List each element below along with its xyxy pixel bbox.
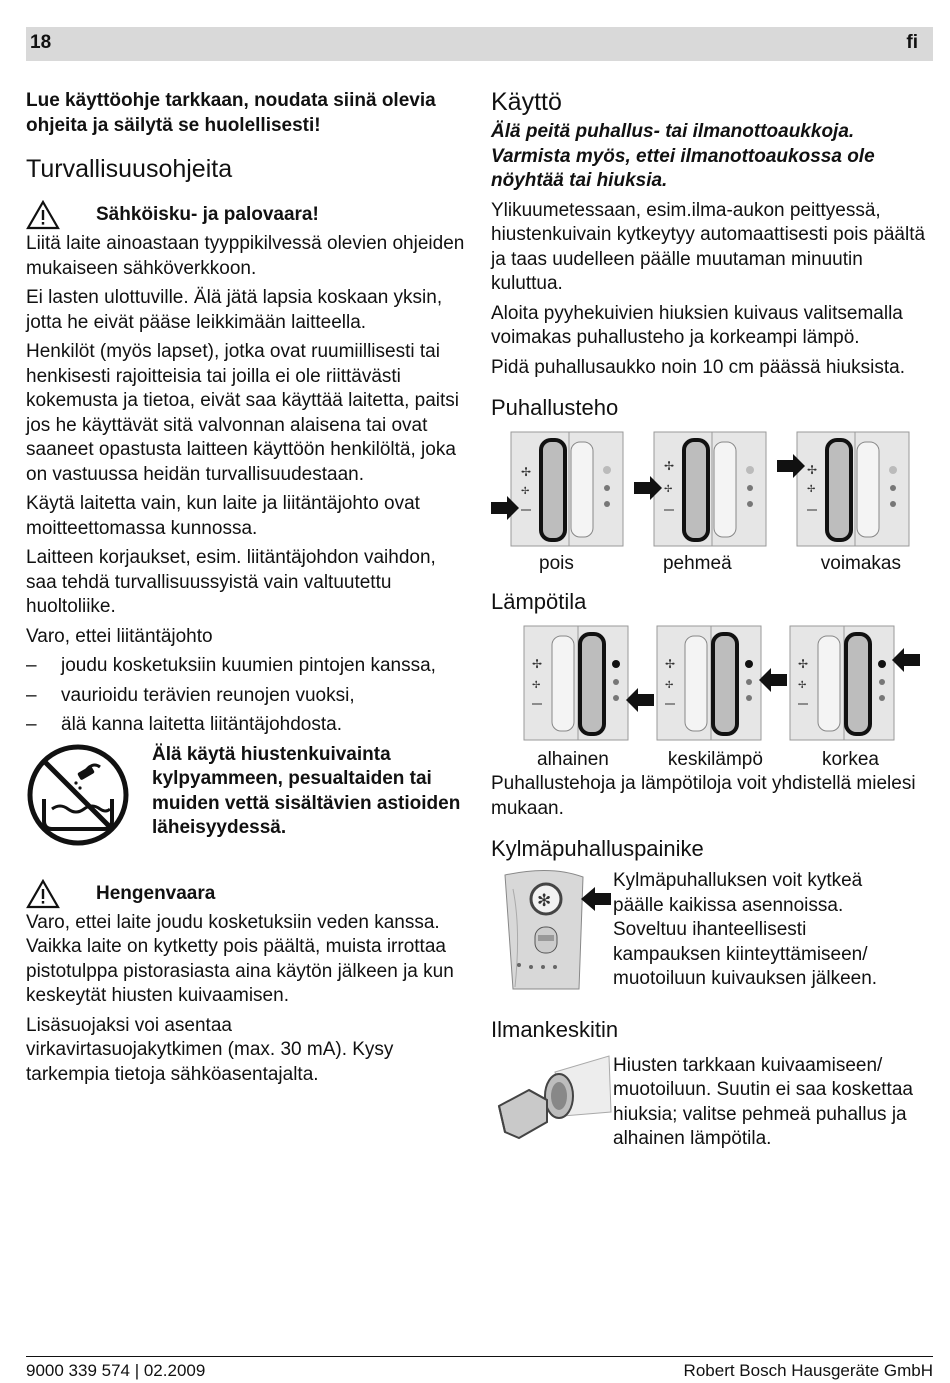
svg-text:✻: ✻ (537, 891, 552, 911)
switch-fan-off-illustration (491, 430, 634, 550)
usage-warning: Älä peitä puhallus- tai ilmanottoaukkoja. Varmista myös, ettei ilmanottoaukossa ole nöyhtää tai hiuksia. (491, 121, 875, 191)
warning-electric-row (26, 198, 466, 232)
svg-text:✢: ✢ (521, 486, 530, 497)
nozzle-block (491, 1054, 931, 1164)
list-item: – älä kanna laitetta liitäntäjohdosta. (26, 713, 466, 738)
cool-title: Kylmäpuhalluspainike (491, 836, 704, 861)
warning-triangle-icon (26, 879, 60, 909)
left-column (26, 88, 466, 1092)
warning-triangle-icon (26, 200, 60, 230)
svg-text:✢: ✢ (798, 657, 809, 671)
nozzle-text: Hiusten tarkkaan kuivaamiseen/ muotoiluun. Suutin ei saa koskettaa hiuksia; valitse pehmeä puhallus ja alhainen lämpötila. (613, 1054, 913, 1149)
paragraph: Ylikuumetessaan, esim.ilma-aukon peittyessä, hiustenkuivain kytkeytyy automaattisesti pois päältä ja taas uudelleen päälle muutaman minuutin kuluttua. (491, 199, 926, 294)
paragraph: Henkilöt (myös lapset), jotka ovat ruumiillisesti tai henkisesti rajoitteisia tai joilla ei ole riittävästi kokemusta ja tietoa, eivät saa käyttää laitetta, paitsi jos he käyttävät sitä valvonnan alaisena tai ovat saaneet opastusta laitteen käyttöön henkilöltä, joka on vastuussa heidän turvallisuudestaan. (26, 341, 460, 485)
usage-title: Käyttö (491, 88, 562, 116)
svg-text:✢: ✢ (532, 657, 543, 671)
safety-title: Turvallisuusohjeita (26, 155, 233, 183)
nozzle-illustration (491, 1054, 613, 1164)
caption: keskilämpö (667, 749, 763, 770)
no-bath-icon (26, 743, 130, 847)
svg-text:✢: ✢ (664, 484, 673, 495)
caption: korkea (821, 749, 879, 770)
caption: pehmeä (662, 553, 732, 574)
svg-text:✢: ✢ (665, 657, 676, 671)
paragraph: Aloita pyyhekuivien hiuksien kuivaus valitsemalla voimakas puhallusteho ja korkeampi lämpö. (491, 302, 903, 348)
fan-title: Puhallusteho (491, 395, 619, 420)
switch-fan-low-illustration (634, 430, 777, 550)
fan-figures (491, 430, 931, 550)
footer-divider (26, 1356, 933, 1357)
footer-doc-id: 9000 339 574 | 02.2009 (26, 1361, 206, 1380)
svg-text:✢: ✢ (521, 465, 532, 479)
paragraph: Lisäsuojaksi voi asentaa virkavirtasuojakytkimen (max. 30 mA). Kysy tarkempia tietoja sähköasentajalta. (26, 1014, 394, 1085)
temp-captions (491, 748, 931, 772)
temp-figures (491, 624, 931, 742)
warning-electric-title: Sähköisku- ja palovaara! (96, 204, 319, 225)
cool-block (491, 869, 931, 992)
nozzle-title: Ilmankeskitin (491, 1016, 619, 1042)
combine-text: Puhallustehoja ja lämpötiloja voit yhdistellä mielesi mukaan. (491, 773, 916, 819)
bath-warning-row (26, 743, 466, 847)
caption: alhainen (537, 749, 609, 770)
cool-text: Kylmäpuhalluksen voit kytkeä päälle kaikissa asennoissa. Soveltuu ihanteellisesti kampauksen kiinteyttämiseen/ muotoiluun kuivauksen jälkeen. (613, 870, 878, 989)
cool-button-illustration (491, 869, 613, 991)
paragraph: Ei lasten ulottuville. Älä jätä lapsia koskaan yksin, jotta he eivät pääse leikkimään laitteella. (26, 287, 443, 333)
warning-life-title: Hengenvaara (96, 882, 216, 904)
caption: voimakas (820, 553, 901, 574)
list-item: – vaurioidu terävien reunojen vuoksi, (26, 684, 466, 709)
svg-text:✢: ✢ (798, 680, 807, 691)
paragraph: Laitteen korjaukset, esim. liitäntäjohdon vaihdon, saa tehdä turvallisuussyistä vain valtuutettu huoltoliike. (26, 547, 436, 617)
paragraph: Liitä laite ainoastaan tyyppikilvessä olevien ohjeiden mukaiseen sähköverkkoon. (26, 233, 465, 279)
svg-text:✢: ✢ (665, 680, 674, 691)
switch-temp-medium-illustration (655, 624, 788, 742)
intro-text: Lue käyttöohje tarkkaan, noudata siinä olevia ohjeita ja säilytä se huolellisesti! (26, 90, 436, 136)
fan-captions (491, 552, 931, 576)
temp-title: Lämpötila (491, 589, 587, 614)
switch-temp-high-illustration (788, 624, 921, 742)
bath-warning-text: Älä käytä hiustenkuivainta kylpyammeen, pesualtaiden tai muiden vettä sisältävien astioiden läheisyydessä. (152, 743, 461, 838)
language-code: fi (906, 32, 918, 53)
list-item: – joudu kosketuksiin kuumien pintojen kanssa, (26, 654, 466, 679)
page-number: 18 (30, 32, 52, 53)
svg-text:✢: ✢ (807, 463, 818, 477)
switch-fan-high-illustration (777, 430, 920, 550)
paragraph: Pidä puhallusaukko noin 10 cm päässä hiuksista. (491, 356, 906, 378)
cord-list (26, 654, 466, 738)
warning-life-row (26, 877, 466, 911)
paragraph: Varo, ettei laite joudu kosketuksiin veden kanssa. Vaikka laite on kytketty pois päältä, muista irrottaa pistotulppa pistorasiasta aina käytön jälkeen ja kun keskeytät hiusten kuivaamisen. (26, 911, 454, 1006)
footer-company: Robert Bosch Hausgeräte GmbH (683, 1361, 933, 1380)
svg-text:✢: ✢ (664, 459, 675, 473)
caption: pois (539, 553, 574, 574)
paragraph: Varo, ettei liitäntäjohto (26, 625, 213, 647)
right-column (491, 88, 931, 1164)
paragraph: Käytä laitetta vain, kun laite ja liitäntäjohto ovat moitteettomassa kunnossa. (26, 493, 420, 539)
page-header (26, 27, 933, 61)
switch-temp-low-illustration (522, 624, 655, 742)
svg-text:✢: ✢ (532, 680, 541, 691)
svg-text:✢: ✢ (807, 484, 816, 495)
